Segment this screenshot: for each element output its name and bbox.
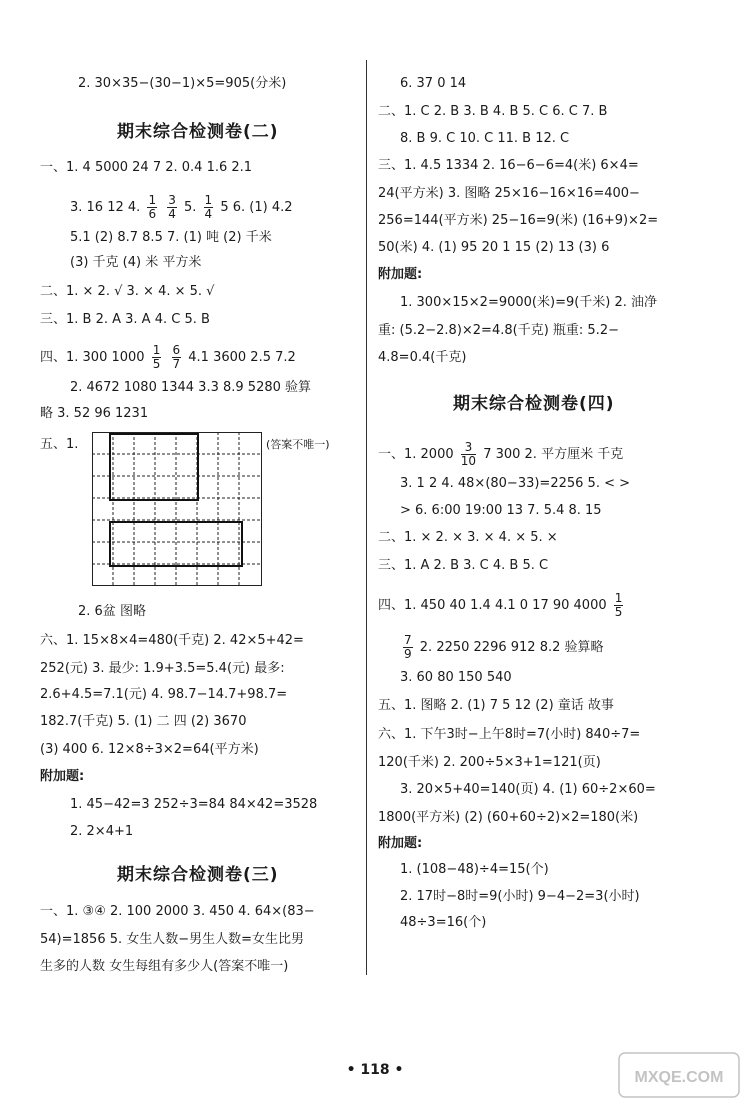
answer-line: > 6. 6:00 19:00 13 7. 5.4 8. 15 [400,503,602,518]
watermark-logo [618,1052,740,1098]
answer-text: 3. 16 12 4. [70,200,141,215]
answer-note: (答案不唯一) [266,438,330,451]
answer-line: 256=144(平方米) 25−16=9(米) (16+9)×2= [378,213,659,228]
answer-line [378,592,626,619]
watermark-text: MXQE.COM [634,1069,724,1086]
section-title: 期末综合检测卷(四) [453,394,615,414]
column-divider [366,60,367,975]
answer-line: 三、1. A 2. B 3. C 4. B 5. C [378,558,549,573]
bonus-heading: 附加题: [378,836,423,851]
answer-line: 一、1. ③④ 2. 100 2000 3. 450 4. 64×(83− [40,904,315,919]
fraction: $\frac{6}{7}$ [172,343,181,371]
answer-line: 六、1. 15×8×4=480(千克) 2. 42×5+42= [40,633,304,648]
answer-text: 4.1 3600 2.5 7.2 [188,350,296,365]
answer-line: 182.7(千克) 5. (1) 二 四 (2) 3670 [40,714,247,729]
answer-line: 二、1. × 2. × 3. × 4. × 5. × [378,530,558,545]
answer-line [70,194,293,221]
answer-line: 1. 300×15×2=9000(米)=9(千米) 2. 油净 [400,295,658,310]
answer-line: 三、1. B 2. A 3. A 4. C 5. B [40,312,210,327]
answer-text: 四、1. 450 40 1.4 4.1 0 17 90 4000 [378,598,607,613]
answer-line: 一、1. 4 5000 24 7 2. 0.4 1.6 2.1 [40,160,253,175]
section-title: 期末综合检测卷(三) [117,865,279,885]
answer-line: 二、1. C 2. B 3. B 4. B 5. C 6. C 7. B [378,104,608,119]
bonus-heading: 附加题: [40,769,85,784]
answer-line [40,344,296,371]
answer-line: 1. 45−42=3 252÷3=84 84×42=3528 [70,797,318,812]
fraction: $\frac{1}{6}$ [148,193,157,221]
answer-line: 5.1 (2) 8.7 8.5 7. (1) 吨 (2) 千米 [70,230,272,245]
answer-text: 7 300 2. 平方厘米 千克 [483,447,624,462]
answer-line: 2. 6盆 图略 [78,604,146,619]
answer-line: 6. 37 0 14 [400,76,467,91]
answer-line: 2. 17时−8时=9(小时) 9−4−2=3(小时) [400,889,640,904]
answer-line: 重: (5.2−2.8)×2=4.8(千克) 瓶重: 5.2− [378,323,619,338]
answer-line: 2.6+4.5=7.1(元) 4. 98.7−14.7+98.7= [40,687,288,702]
answer-line: 50(米) 4. (1) 95 20 1 15 (2) 13 (3) 6 [378,240,610,255]
answer-line: 五、1. [40,437,79,452]
answer-line: 252(元) 3. 最少: 1.9+3.5=5.4(元) 最多: [40,661,285,676]
answer-line: 3. 1 2 4. 48×(80−33)=2256 5. < > [400,476,630,491]
answer-text: 一、1. 2000 [378,447,454,462]
answer-line: 生多的人数 女生每组有多少人(答案不唯一) [40,959,289,974]
answer-line: 二、1. × 2. √ 3. × 4. × 5. √ [40,284,215,299]
answer-text: 2. 2250 2296 912 8.2 验算略 [419,640,604,655]
answer-line: 3. 20×5+40=140(页) 4. (1) 60÷2×60= [400,782,656,797]
answer-line: 1. (108−48)÷4=15(个) [400,862,549,877]
answer-line [400,634,604,661]
bonus-heading: 附加题: [378,267,423,282]
answer-line: 三、1. 4.5 1334 2. 16−6−6=4(米) 6×4= [378,158,639,173]
answer-line: 8. B 9. C 10. C 11. B 12. C [400,131,570,146]
answer-line: 1800(平方米) (2) (60+60÷2)×2=180(米) [378,810,639,825]
fraction: $\frac{1}{4}$ [204,193,213,221]
answer-line: 五、1. 图略 2. (1) 7 5 12 (2) 童话 故事 [378,698,614,713]
fraction: $\frac{3}{10}$ [460,440,477,468]
answer-text: 5. [184,200,197,215]
fraction: $\frac{1}{5}$ [614,591,623,619]
answer-line: 2. 30×35−(30−1)×5=905(分米) [78,76,287,91]
answer-line: 2. 4672 1080 1344 3.3 8.9 5280 验算 [70,380,312,395]
answer-line: 略 3. 52 96 1231 [40,406,149,421]
answer-line: (3) 千克 (4) 米 平方米 [70,255,202,270]
fraction: $\frac{7}{9}$ [404,633,412,661]
grid-figure [92,432,262,586]
answer-line: 3. 60 80 150 540 [400,670,512,685]
answer-line: 六、1. 下午3时−上午8时=7(小时) 840÷7= [378,727,641,742]
page-number: • 118 • [346,1062,404,1078]
answer-line: 4.8=0.4(千克) [378,350,467,365]
answer-line: 54)=1856 5. 女生人数−男生人数=女生比男 [40,932,305,947]
section-title: 期末综合检测卷(二) [117,122,279,142]
answer-line: (3) 400 6. 12×8÷3×2=64(平方米) [40,742,259,757]
fraction: $\frac{1}{5}$ [152,343,161,371]
answer-text: 四、1. 300 1000 [40,350,145,365]
answer-line [378,441,623,468]
answer-line: 48÷3=16(个) [400,915,487,930]
answer-line: 120(千米) 2. 200÷5×3+1=121(页) [378,755,601,770]
fraction: $\frac{3}{4}$ [168,193,176,221]
answer-line: 24(平方米) 3. 图略 25×16−16×16=400− [378,186,640,201]
answer-line: 2. 2×4+1 [70,824,134,839]
answer-text: 5 6. (1) 4.2 [220,200,293,215]
